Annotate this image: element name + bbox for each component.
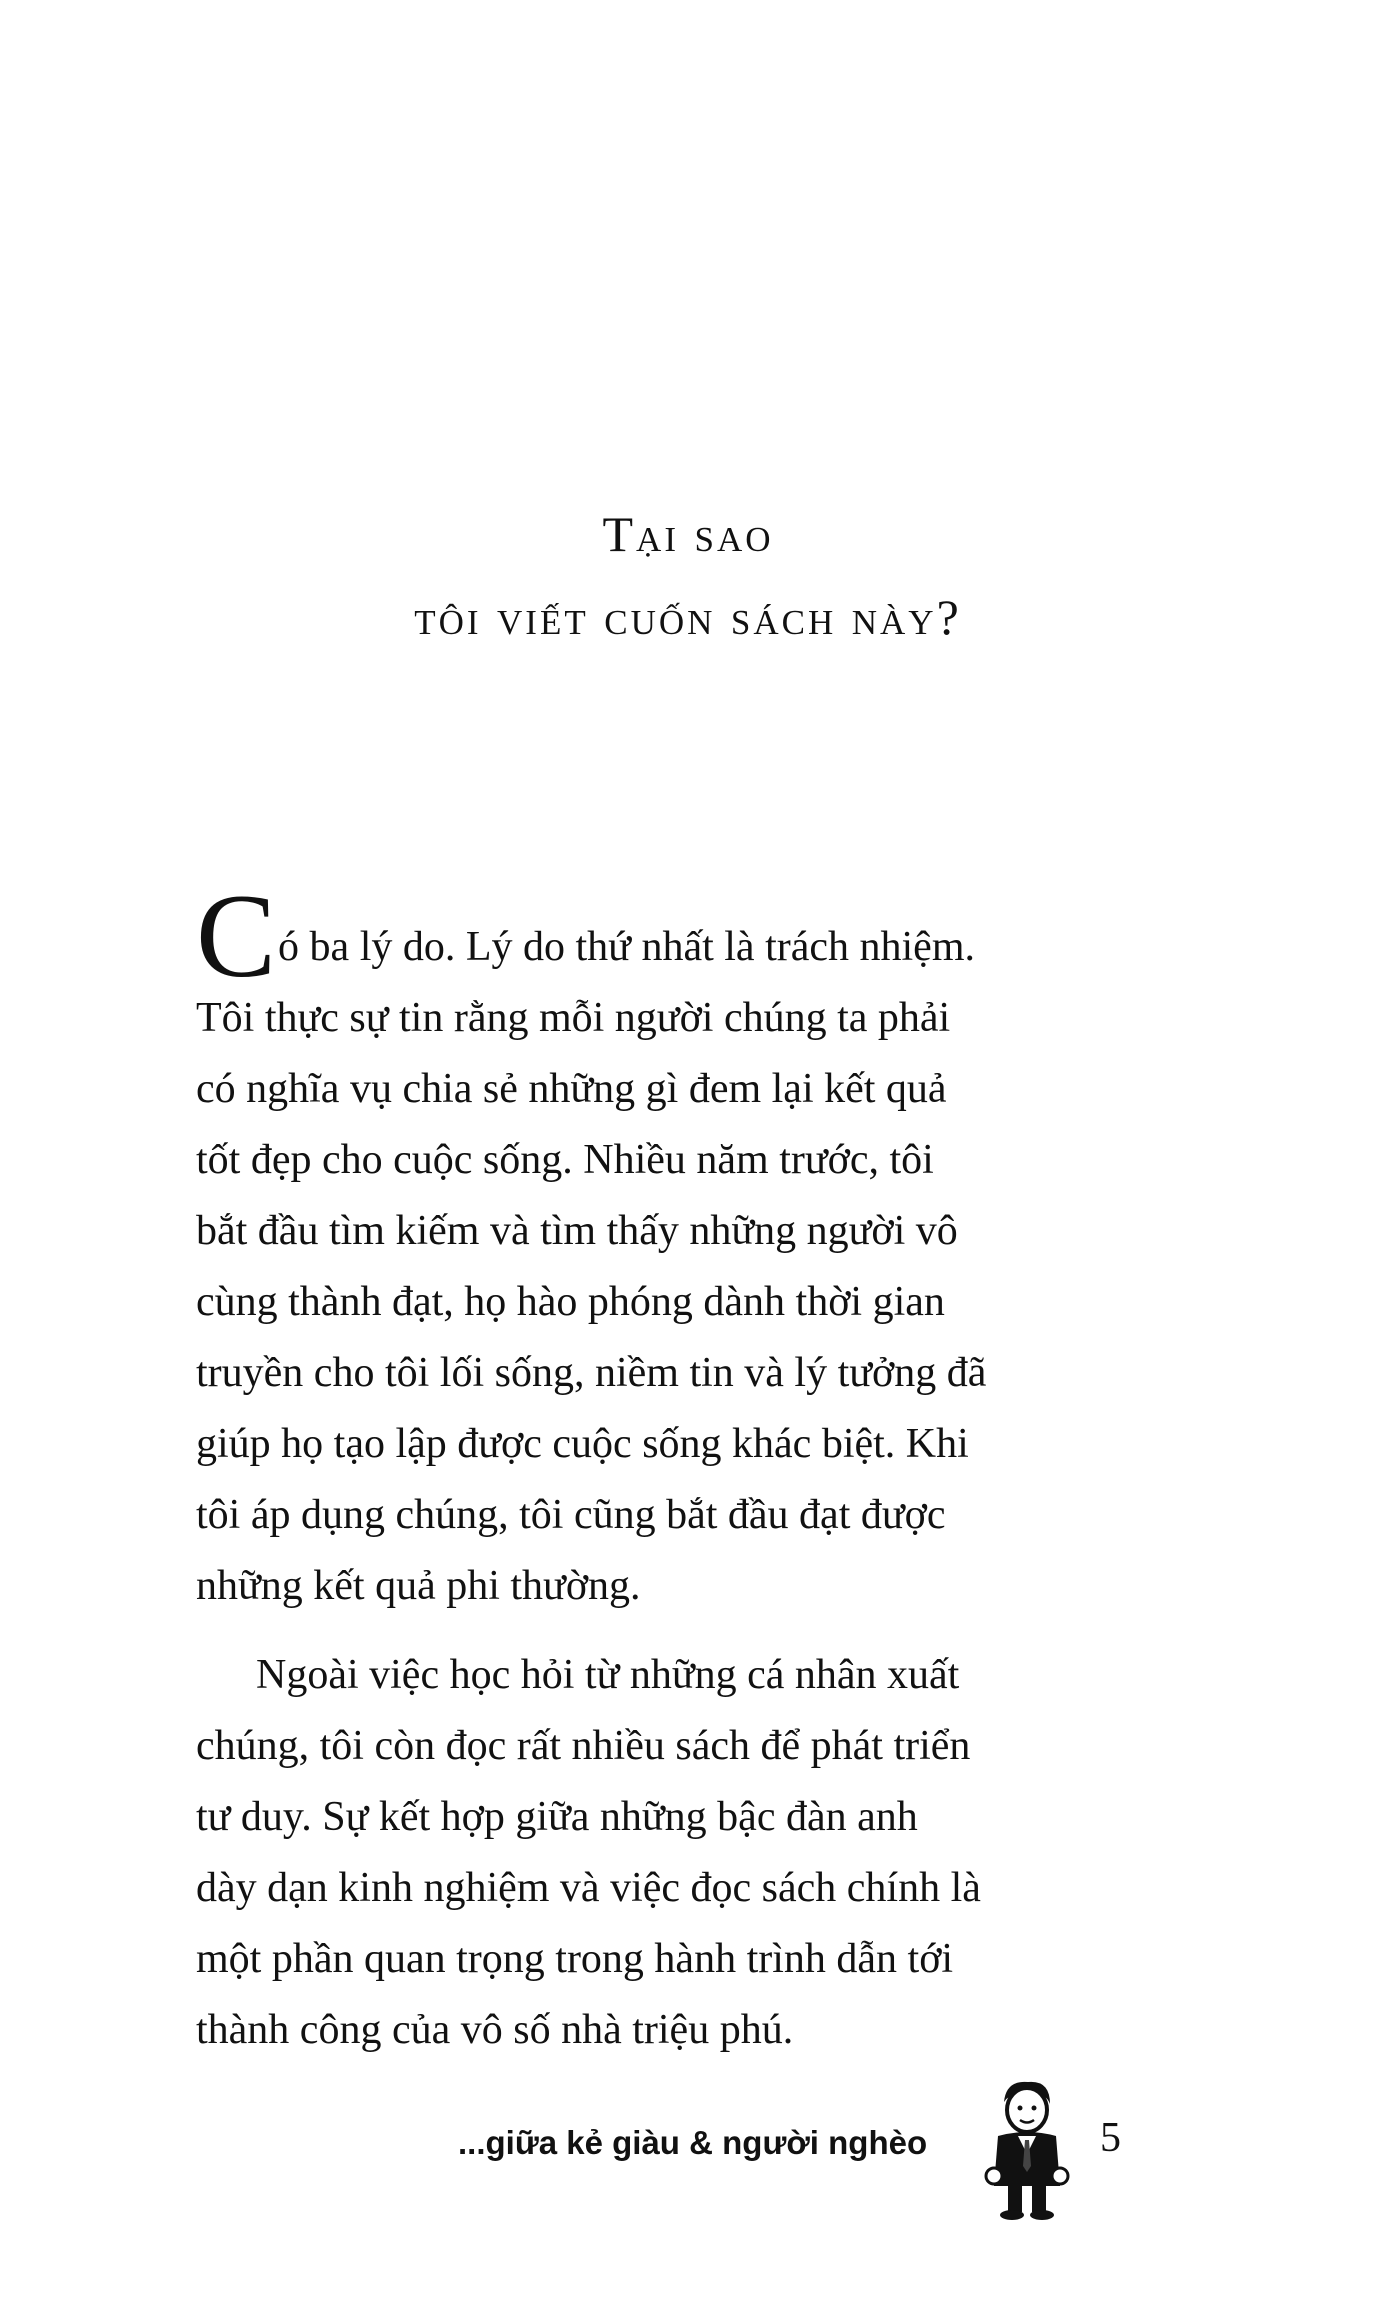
paragraph-1-line: bắt đầu tìm kiếm và tìm thấy những người vô	[196, 1208, 958, 1254]
paragraph-2-line: thành công của vô số nhà triệu phú.	[196, 2007, 794, 2053]
paragraph-2-line: một phần quan trọng trong hành trình dẫn tới	[196, 1936, 954, 1982]
paragraph-2-line: tư duy. Sự kết hợp giữa những bậc đàn anh	[196, 1794, 918, 1840]
paragraph-1	[196, 869, 1126, 1622]
drop-cap: C	[196, 869, 277, 1002]
running-footer-title: ...giữa kẻ giàu & người nghèo	[458, 2124, 928, 2161]
chapter-title-line-1: Tại sao	[602, 506, 774, 562]
paragraph-1-line: tốt đẹp cho cuộc sống. Nhiều năm trước, tôi	[196, 1137, 934, 1183]
cartoon-man-icon	[976, 2074, 1076, 2224]
paragraph-1-line: có nghĩa vụ chia sẻ những gì đem lại kết quả	[196, 1066, 947, 1112]
paragraph-2	[196, 1640, 1126, 2066]
paragraph-1-line: tôi áp dụng chúng, tôi cũng bắt đầu đạt được	[196, 1492, 946, 1538]
paragraph-1-line: Tôi thực sự tin rằng mỗi người chúng ta phải	[196, 995, 951, 1041]
paragraph-1-line: cùng thành đạt, họ hào phóng dành thời gian	[196, 1279, 945, 1325]
paragraph-2-line: chúng, tôi còn đọc rất nhiều sách để phát triển	[196, 1723, 971, 1769]
paragraph-1-line: Có ba lý do. Lý do thứ nhất là trách nhiệm.	[196, 869, 975, 1002]
page-number: 5	[1100, 2115, 1121, 2161]
paragraph-2-line: Ngoài việc học hỏi từ những cá nhân xuất	[256, 1652, 960, 1698]
paragraph-1-line: những kết quả phi thường.	[196, 1563, 641, 1609]
paragraph-2-line: dày dạn kinh nghiệm và việc đọc sách chính là	[196, 1865, 981, 1911]
paragraph-1-line: truyền cho tôi lối sống, niềm tin và lý tưởng đã	[196, 1350, 987, 1396]
chapter-title-line-2: tôi viết cuốn sách này?	[414, 589, 962, 645]
paragraph-1-line: giúp họ tạo lập được cuộc sống khác biệt. Khi	[196, 1421, 969, 1467]
